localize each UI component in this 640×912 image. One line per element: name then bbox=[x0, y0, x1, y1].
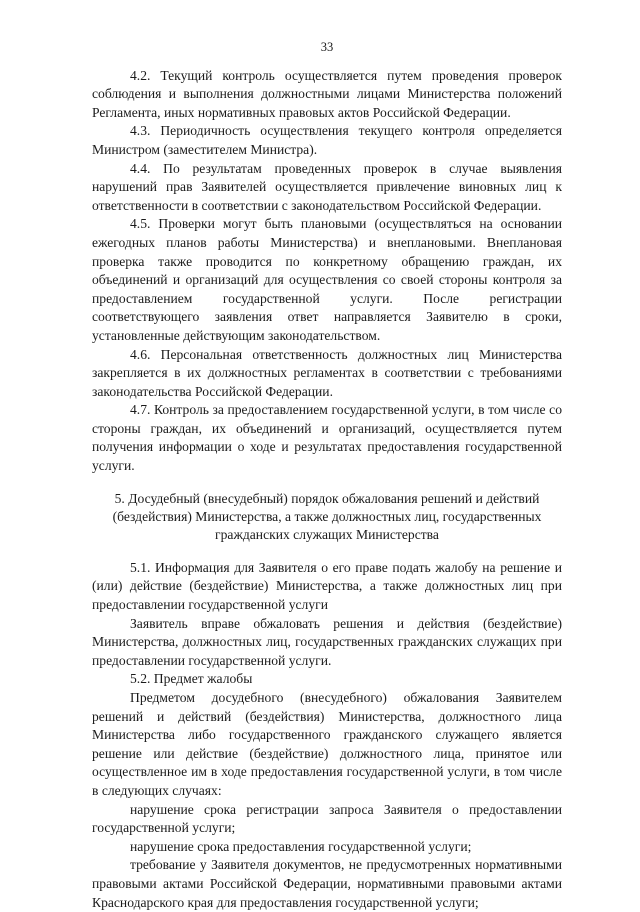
section-5-heading bbox=[92, 490, 562, 545]
page-number: 33 bbox=[320, 40, 334, 54]
paragraph-appeal-right: Заявитель вправе обжаловать решения и действия (бездействие) Министерства, должностных лиц, государственных гражданских служащих при предоставлении государственной услуги. bbox=[92, 615, 562, 668]
list-item-service-delay: нарушение срока предоставления государственной услуги; bbox=[130, 838, 472, 854]
paragraph-4-7: 4.7. Контроль за предоставлением государственной услуги, в том числе со стороны граждан, их объединений и организаций, осуществляется путем получения информации о ходе и результатах предоставления государственной услуги. bbox=[92, 402, 562, 474]
paragraph-4-4: 4.4. По результатам проведенных проверок в случае выявления нарушений прав Заявителей осуществляется привлечение виновных лиц к ответственности в соответствии с законодательством Российской Федерации. bbox=[92, 160, 562, 213]
paragraph-4-6: 4.6. Персональная ответственность должностных лиц Министерства закрепляется в их должностных регламентах в соответствии с требованиями законодательства Российской Федерации. bbox=[92, 346, 562, 399]
paragraph-5-1: 5.1. Информация для Заявителя о его праве подать жалобу на решение и (или) действие (бездействие) Министерства, а также должностных лиц при предоставлении государственной услуги bbox=[92, 559, 562, 613]
paragraph-5-2: 5.2. Предмет жалобы bbox=[130, 671, 253, 687]
section-5-heading-line-3: гражданских служащих Министерства bbox=[215, 527, 439, 543]
paragraph-appeal-subject: Предметом досудебного (внесудебного) обжалования Заявителем решений и действий (бездействия) Министерства, должностного лица Министерства либо государственного гражданского служащего является решение или действие (бездействие) должностного лица, принятое или осуществленное им в ходе предоставления государственной услуги, в том числе в следующих случаях: bbox=[92, 690, 562, 798]
paragraph-4-3: 4.3. Периодичность осуществления текущего контроля определяется Министром (заместителем Министра). bbox=[92, 123, 562, 157]
list-item-registration-delay: нарушение срока регистрации запроса Заявителя о предоставлении государственной услуги; bbox=[92, 801, 562, 836]
paragraph-4-5: 4.5. Проверки могут быть плановыми (осуществляться на основании ежегодных планов работы Министерства) и внеплановыми. Внеплановая проверка также проводится по конкретному обращению граждан, их объединений и организаций для осуществления со своей стороны контроля за предоставлением государственной услуги. После регистрации соответствующего заявления ответ направляется Заявителю в сроки, установленные действующим законодательством. bbox=[92, 216, 562, 343]
list-item-extra-documents: требование у Заявителя документов, не предусмотренных нормативными правовыми актами Российской Федерации, нормативными правовыми актами Краснодарского края для предоставления государственной услуги; bbox=[92, 857, 562, 910]
section-5-heading-line-1: 5. Досудебный (внесудебный) порядок обжалования решений и действий bbox=[114, 490, 540, 506]
paragraph-4-2: 4.2. Текущий контроль осуществляется путем проведения проверок соблюдения и выполнения должностными лицами Министерства положений Регламента, иных нормативных правовых актов Российской Федерации. bbox=[92, 67, 562, 120]
section-5-heading-line-2: (бездействия) Министерства, а также должностных лиц, государственных bbox=[112, 509, 542, 525]
document-page bbox=[92, 38, 562, 912]
